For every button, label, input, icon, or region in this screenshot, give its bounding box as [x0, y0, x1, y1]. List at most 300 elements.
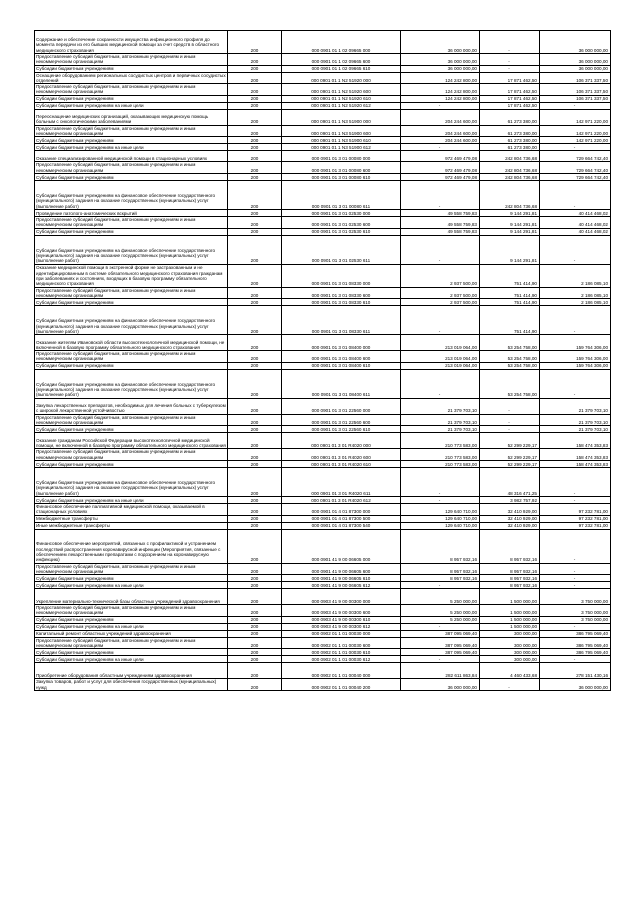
table-row — [35, 235, 611, 264]
row-plan-cell: 49 558 759,83 — [401, 216, 480, 228]
row-name-cell: Субсидии бюджетным учреждениям на финансовое обеспечение государственного (муниципального) задания на оказание государственных (муниципальных) услуг (выполнение работ) — [35, 467, 228, 496]
row-code-cell: 200 — [228, 426, 282, 433]
table-row — [35, 351, 611, 363]
row-kbk-cell: 000 0901 01 3 01 22560 610 — [282, 426, 401, 433]
row-rest-cell: - — [540, 656, 611, 663]
row-plan-cell: 49 558 759,83 — [401, 228, 480, 235]
row-code-cell: 200 — [228, 449, 282, 461]
row-rest-cell: 386 795 069,40 — [540, 630, 611, 637]
table-row — [35, 663, 611, 679]
row-name-cell: Предоставление субсидий бюджетным, автономным учреждениям и иным некоммерческим организациям — [35, 162, 228, 174]
row-rest-cell: 2 186 085,10 — [540, 264, 611, 287]
row-rest-cell: 21 379 703,10 — [540, 414, 611, 426]
row-exec-cell: 61 273 380,00 — [480, 125, 540, 137]
row-kbk-cell: 000 0901 01 3 01 02530 600 — [282, 216, 401, 228]
row-exec-cell: 32 410 929,00 — [480, 515, 540, 522]
row-name-cell: Закупка товаров, работ и услуг для обеспечения государственных (муниципальных) нужд — [35, 679, 228, 691]
row-exec-cell: 300 000,00 — [480, 630, 540, 637]
row-exec-cell: 1 500 000,00 — [480, 616, 540, 623]
row-name-cell: Субсидии бюджетным учреждениям — [35, 575, 228, 582]
row-plan-cell: - — [401, 623, 480, 630]
row-exec-cell: 300 000,00 — [480, 637, 540, 649]
row-name-cell: Предоставление субсидий бюджетным, автономным учреждениям и иным некоммерческим организациям — [35, 414, 228, 426]
row-rest-cell: - — [540, 529, 611, 563]
table-row — [35, 623, 611, 630]
row-rest-cell: 2 186 085,10 — [540, 299, 611, 306]
row-plan-cell: 8 957 932,16 — [401, 563, 480, 575]
table-row — [35, 449, 611, 461]
row-kbk-cell: 000 0901 01 1 N3 51900 600 — [282, 125, 401, 137]
budget-execution-table — [34, 30, 611, 691]
row-exec-cell: 53 254 758,00 — [480, 351, 540, 363]
row-exec-cell: 751 414,90 — [480, 299, 540, 306]
row-plan-cell: 2 937 500,00 — [401, 264, 480, 287]
row-kbk-cell: 000 0901 01 3 01 02530 611 — [282, 235, 401, 264]
row-kbk-cell: 000 0902 01 1 01 00040 000 — [282, 663, 401, 679]
row-code-cell: 200 — [228, 95, 282, 102]
row-rest-cell: 386 795 069,40 — [540, 649, 611, 656]
row-plan-cell: 204 244 600,00 — [401, 137, 480, 144]
row-kbk-cell: 000 0902 01 1 01 00030 600 — [282, 637, 401, 649]
table-row — [35, 228, 611, 235]
row-code-cell: 200 — [228, 209, 282, 216]
row-plan-cell: - — [401, 496, 480, 503]
row-rest-cell: 729 664 742,40 — [540, 162, 611, 174]
table-row — [35, 72, 611, 84]
table-row — [35, 649, 611, 656]
row-exec-cell: 52 299 229,17 — [480, 449, 540, 461]
table-row — [35, 84, 611, 96]
row-name-cell: Закупка лекарственных препаратов, необходимых для лечения больных с туберкулезом с широкой лекарственной устойчивостью — [35, 398, 228, 414]
row-exec-cell: 1 500 000,00 — [480, 605, 540, 617]
row-rest-cell: 158 474 353,83 — [540, 460, 611, 467]
row-plan-cell: - — [401, 144, 480, 151]
row-exec-cell: 300 000,00 — [480, 649, 540, 656]
row-code-cell: 200 — [228, 575, 282, 582]
table-row — [35, 209, 611, 216]
row-name-cell: Субсидии бюджетным учреждениям — [35, 362, 228, 369]
row-name-cell: Финансовое обеспечение мероприятий, связанных с профилактикой и устранением последствий распространения коронавирусной инфекции (Мероприятия, связанные с обеспечением лекарственными препаратами с подозрением на коронавирусную инфекцию) — [35, 529, 228, 563]
row-code-cell: 200 — [228, 125, 282, 137]
row-rest-cell: 97 232 781,00 — [540, 515, 611, 522]
row-rest-cell: 36 000 000,00 — [540, 65, 611, 72]
row-rest-cell: - — [540, 575, 611, 582]
row-plan-cell: 8 957 932,16 — [401, 575, 480, 582]
row-rest-cell: 729 664 742,40 — [540, 151, 611, 162]
row-plan-cell: 124 242 800,00 — [401, 72, 480, 84]
table-row — [35, 582, 611, 589]
row-kbk-cell: 000 0901 01 3 01 00080 611 — [282, 180, 401, 209]
row-code-cell: 200 — [228, 515, 282, 522]
row-exec-cell: 17 871 462,50 — [480, 72, 540, 84]
row-kbk-cell: 000 0901 41 9 00 06605 000 — [282, 529, 401, 563]
row-exec-cell: 9 144 291,81 — [480, 235, 540, 264]
row-name-cell: Оснащение оборудованием региональных сосудистых центров и первичных сосудистых отделений — [36, 72, 226, 83]
row-kbk-cell: 000 0902 01 1 01 00040 200 — [282, 679, 401, 691]
row-kbk-cell: 000 0902 01 1 01 00030 612 — [282, 656, 401, 663]
table-row — [35, 630, 611, 637]
row-kbk-cell: 000 0901 01 3 01 22560 600 — [282, 414, 401, 426]
row-rest-cell: 40 414 468,02 — [540, 216, 611, 228]
row-rest-cell: 159 764 306,00 — [540, 362, 611, 369]
row-rest-cell: - — [540, 235, 611, 264]
row-exec-cell: 48 316 471,25 — [480, 467, 540, 496]
table-row — [35, 137, 611, 144]
row-rest-cell: 159 764 306,00 — [540, 351, 611, 363]
row-plan-cell: 21 379 703,10 — [401, 414, 480, 426]
row-code-cell: 200 — [228, 563, 282, 575]
row-kbk-cell: 000 0901 41 9 00 06605 612 — [282, 582, 401, 589]
row-code-cell: 200 — [228, 109, 282, 125]
row-plan-cell: 129 640 710,00 — [401, 503, 480, 515]
row-plan-cell: 204 244 600,00 — [401, 109, 480, 125]
table-row — [35, 299, 611, 306]
row-kbk-cell: 000 0901 01 1 02 09665 610 — [282, 65, 401, 72]
row-rest-cell: 21 379 703,10 — [540, 398, 611, 414]
row-code-cell: 200 — [228, 264, 282, 287]
row-code-cell: 200 — [228, 306, 282, 335]
row-exec-cell: - — [480, 414, 540, 426]
row-code-cell: 200 — [228, 287, 282, 299]
row-kbk-cell: 000 0903 41 9 00 00300 600 — [282, 605, 401, 617]
row-name-cell: Оказание жителям Ивановской области высокотехнологичной медицинской помощи, не включенной в базовую программу обязательного медицинского страхования — [35, 335, 228, 351]
row-name-cell: Субсидии бюджетным учреждениям на финансовое обеспечение государственного (муниципального) задания на оказание государственных (муниципальных) услуг (выполнение работ) — [35, 369, 228, 398]
row-code-cell: 200 — [228, 623, 282, 630]
row-code-cell: 200 — [228, 433, 282, 449]
table-row — [35, 414, 611, 426]
table-row — [35, 496, 611, 503]
row-plan-cell: 213 019 064,00 — [401, 362, 480, 369]
row-code-cell: 200 — [228, 649, 282, 656]
row-name-cell: Проведение патолого-анатомических вскрытий — [35, 209, 228, 216]
table-row — [35, 306, 611, 335]
table-row — [35, 529, 611, 563]
row-rest-cell: 142 971 220,00 — [540, 125, 611, 137]
row-code-cell: 200 — [228, 414, 282, 426]
row-code-cell: 200 — [228, 84, 282, 96]
row-kbk-cell: 000 0901 01 3 01 08400 000 — [282, 335, 401, 351]
row-name-cell: Субсидии бюджетным учреждениям на финансовое обеспечение государственного (муниципального) задания на оказание государственных (муниципальных) услуг (выполнение работ) — [35, 306, 228, 335]
row-plan-cell: - — [401, 102, 480, 109]
row-name-cell: Субсидии бюджетным учреждениям — [35, 616, 228, 623]
row-plan-cell: 129 640 710,00 — [401, 515, 480, 522]
table-row — [35, 369, 611, 398]
row-name-cell: Переоснащение медицинских организаций, оказывающих медицинскую помощь больным с онкологическими заболеваниями — [35, 109, 228, 125]
row-exec-cell: 52 299 229,17 — [480, 433, 540, 449]
row-name-cell: Капитальный ремонт областных учреждений здравоохранения — [35, 630, 228, 637]
row-exec-cell: 751 414,90 — [480, 306, 540, 335]
row-rest-cell: - — [540, 180, 611, 209]
row-kbk-cell: 000 0901 01 3 01 08400 600 — [282, 351, 401, 363]
row-kbk-cell: 000 0901 01 1 N3 51900 612 — [282, 144, 401, 151]
row-kbk-cell: 000 0901 01 4 01 87300 500 — [282, 515, 401, 522]
row-code-cell: 200 — [228, 616, 282, 623]
row-plan-cell: 36 000 000,00 — [401, 679, 480, 691]
table-row — [35, 637, 611, 649]
table-row — [35, 264, 611, 287]
table-row — [35, 426, 611, 433]
table-row — [35, 522, 611, 529]
row-plan-cell: 210 773 583,00 — [401, 460, 480, 467]
row-exec-cell: 53 254 758,00 — [480, 362, 540, 369]
row-exec-cell: 8 957 932,16 — [480, 575, 540, 582]
row-name-cell: Иные межбюджетные трансферты — [35, 522, 228, 529]
row-name-cell: Предоставление субсидий бюджетным, автономным учреждениям и иным некоммерческим организациям — [35, 54, 228, 66]
row-rest-cell: 158 474 353,83 — [540, 433, 611, 449]
row-code-cell: 200 — [228, 335, 282, 351]
row-kbk-cell: 000 0903 41 9 00 00300 612 — [282, 623, 401, 630]
row-exec-cell: 61 273 380,00 — [480, 144, 540, 151]
row-kbk-cell: 000 0901 01 3 01 02530 610 — [282, 228, 401, 235]
row-exec-cell: - — [480, 31, 540, 54]
row-kbk-cell: 000 0902 01 1 01 00030 000 — [282, 630, 401, 637]
row-exec-cell: 8 957 932,16 — [480, 529, 540, 563]
row-plan-cell: 49 558 759,83 — [401, 209, 480, 216]
row-plan-cell: - — [401, 582, 480, 589]
row-name-cell: Субсидии бюджетным учреждениям на иные цели — [35, 582, 228, 589]
row-name-cell: Предоставление субсидий бюджетным, автономным учреждениям и иным некоммерческим организациям — [35, 563, 228, 575]
row-exec-cell: 242 804 736,68 — [480, 162, 540, 174]
row-kbk-cell: 000 0901 01 3 01 R4020 611 — [282, 467, 401, 496]
row-name-cell: Предоставление субсидий бюджетным, автономным учреждениям и иным некоммерческим организациям — [35, 125, 228, 137]
row-code-cell: 200 — [228, 65, 282, 72]
row-exec-cell: 9 144 291,81 — [480, 209, 540, 216]
row-code-cell: 200 — [228, 216, 282, 228]
row-kbk-cell: 000 0902 01 1 01 00030 610 — [282, 649, 401, 656]
row-code-cell: 200 — [228, 351, 282, 363]
row-plan-cell: - — [401, 656, 480, 663]
row-exec-cell: 1 500 000,00 — [480, 623, 540, 630]
row-plan-cell: 972 469 479,08 — [401, 151, 480, 162]
row-exec-cell: 242 804 736,68 — [480, 180, 540, 209]
table-row — [35, 515, 611, 522]
row-name-cell: Субсидии бюджетным учреждениям — [35, 65, 228, 72]
row-plan-cell: 204 244 600,00 — [401, 125, 480, 137]
row-exec-cell: - — [480, 398, 540, 414]
row-plan-cell: 36 000 000,00 — [401, 54, 480, 66]
row-rest-cell: 278 151 430,16 — [540, 663, 611, 679]
row-name-cell: Оказание гражданам Российской Федерации высокотехнологичной медицинской помощи, не включенной в базовую программу обязательного медицинского страхования — [35, 433, 228, 449]
table-row — [35, 109, 611, 125]
row-name-cell: Субсидии бюджетным учреждениям на иные цели — [35, 623, 228, 630]
table-row — [35, 679, 611, 691]
row-exec-cell: - — [480, 65, 540, 72]
table-row — [35, 503, 611, 515]
row-code-cell: 200 — [228, 630, 282, 637]
row-exec-cell: 8 957 932,16 — [480, 563, 540, 575]
row-kbk-cell: 000 0901 01 3 01 00080 610 — [282, 173, 401, 180]
row-plan-cell: 5 250 000,00 — [401, 616, 480, 623]
row-name-cell: Предоставление субсидий бюджетным, автономным учреждениям и иным некоммерческим организациям — [35, 287, 228, 299]
table-row — [35, 180, 611, 209]
row-code-cell: 200 — [228, 54, 282, 66]
row-code-cell: 200 — [228, 228, 282, 235]
table-row — [35, 467, 611, 496]
row-kbk-cell: 000 0901 41 9 00 06605 610 — [282, 575, 401, 582]
row-plan-cell: - — [401, 369, 480, 398]
row-rest-cell: 142 971 220,00 — [540, 137, 611, 144]
row-code-cell: 200 — [228, 529, 282, 563]
row-exec-cell: - — [480, 426, 540, 433]
row-name-cell: Предоставление субсидий бюджетным, автономным учреждениям и иным некоммерческим организациям — [35, 605, 228, 617]
row-kbk-cell: 000 0901 01 3 01 08400 611 — [282, 369, 401, 398]
row-rest-cell: 158 474 353,83 — [540, 449, 611, 461]
row-name-cell: Субсидии бюджетным учреждениям на иные цели — [35, 102, 228, 109]
row-rest-cell: - — [540, 582, 611, 589]
row-name-cell: Субсидии бюджетным учреждениям — [35, 649, 228, 656]
table-row — [35, 605, 611, 617]
row-code-cell: 200 — [228, 496, 282, 503]
row-plan-cell: 5 250 000,00 — [401, 605, 480, 617]
row-code-cell: 200 — [228, 173, 282, 180]
row-exec-cell: 242 804 736,68 — [480, 173, 540, 180]
row-kbk-cell: 000 0901 01 4 01 87300 540 — [282, 522, 401, 529]
row-rest-cell: 21 379 703,10 — [540, 426, 611, 433]
row-code-cell: 200 — [228, 522, 282, 529]
row-exec-cell: 52 299 229,17 — [480, 460, 540, 467]
row-exec-cell: 61 273 380,00 — [480, 109, 540, 125]
row-exec-cell: 9 144 291,81 — [480, 228, 540, 235]
row-kbk-cell: 000 0901 41 9 00 06605 600 — [282, 563, 401, 575]
table-row — [35, 563, 611, 575]
row-kbk-cell: 000 0901 01 3 01 08330 611 — [282, 306, 401, 335]
row-plan-cell: 36 000 000,00 — [401, 31, 480, 54]
row-plan-cell: - — [401, 180, 480, 209]
row-exec-cell: 3 982 757,92 — [480, 496, 540, 503]
row-code-cell: 200 — [228, 299, 282, 306]
row-code-cell: 200 — [228, 102, 282, 109]
row-kbk-cell: 000 0901 01 1 02 09665 000 — [282, 31, 401, 54]
row-plan-cell: 210 773 583,00 — [401, 433, 480, 449]
row-name-cell: Оказание медицинской помощи в экстренной форме не застрахованным и не идентифицированным в системе обязательного медицинского страхования гражданам при заболеваниях и состояниях, входящих в базовую программу обязательного медицинского страхования — [35, 264, 228, 287]
row-name-cell: Субсидии бюджетным учреждениям — [35, 460, 228, 467]
row-name-cell: Межбюджетные трансферты — [35, 515, 228, 522]
row-exec-cell: 751 414,90 — [480, 287, 540, 299]
row-exec-cell: 1 500 000,00 — [480, 589, 540, 605]
row-kbk-cell: 000 0901 01 3 01 R4020 600 — [282, 449, 401, 461]
row-name-cell: Финансовое обеспечение паллиативной медицинской помощи, оказываемой в стационарных условиях — [35, 503, 228, 515]
row-kbk-cell: 000 0901 01 1 N2 51920 600 — [282, 84, 401, 96]
row-rest-cell: 142 971 220,00 — [540, 109, 611, 125]
row-rest-cell: 97 232 781,00 — [540, 503, 611, 515]
row-plan-cell: 282 611 863,84 — [401, 663, 480, 679]
row-exec-cell: 17 871 462,50 — [480, 84, 540, 96]
row-kbk-cell: 000 0901 01 1 N3 51900 610 — [282, 137, 401, 144]
row-name-cell: Укрепление материально-технической базы областных учреждений здравоохранения — [35, 589, 228, 605]
row-plan-cell: 8 957 932,16 — [401, 529, 480, 563]
table-row — [35, 616, 611, 623]
row-kbk-cell: 000 0901 01 3 01 00080 000 — [282, 151, 401, 162]
row-kbk-cell: 000 0901 01 1 N2 51920 000 — [282, 72, 401, 84]
row-name-cell: Субсидии бюджетным учреждениям на финансовое обеспечение государственного (муниципального) задания на оказание государственных (муниципальных) услуг (выполнение работ) — [35, 180, 228, 209]
row-kbk-cell: 000 0901 01 3 01 08330 600 — [282, 287, 401, 299]
row-code-cell: 200 — [228, 637, 282, 649]
row-plan-cell: 2 937 500,00 — [401, 287, 480, 299]
row-exec-cell: 53 254 758,00 — [480, 369, 540, 398]
row-rest-cell: 3 750 000,00 — [540, 589, 611, 605]
table-row — [35, 335, 611, 351]
row-exec-cell: 4 460 433,68 — [480, 663, 540, 679]
row-rest-cell: 159 764 306,00 — [540, 335, 611, 351]
row-kbk-cell: 000 0901 01 3 01 08330 610 — [282, 299, 401, 306]
row-name-cell: Субсидии бюджетным учреждениям — [35, 137, 228, 144]
row-plan-cell: 387 095 069,40 — [401, 637, 480, 649]
row-code-cell: 200 — [228, 235, 282, 264]
row-plan-cell: 5 250 000,00 — [401, 589, 480, 605]
row-rest-cell: - — [540, 369, 611, 398]
table-row — [35, 162, 611, 174]
row-code-cell: 200 — [228, 398, 282, 414]
row-name-cell: Субсидии бюджетным учреждениям — [35, 426, 228, 433]
row-rest-cell: - — [540, 306, 611, 335]
table-row — [35, 173, 611, 180]
row-kbk-cell: 000 0901 01 3 01 00080 600 — [282, 162, 401, 174]
row-name-cell: Субсидии бюджетным учреждениям — [35, 299, 228, 306]
row-rest-cell: - — [540, 144, 611, 151]
row-rest-cell: - — [540, 467, 611, 496]
row-code-cell: 200 — [228, 679, 282, 691]
row-kbk-cell: 000 0901 01 3 01 22560 000 — [282, 398, 401, 414]
row-exec-cell: 32 410 929,00 — [480, 503, 540, 515]
row-exec-cell: 751 414,90 — [480, 264, 540, 287]
row-name-cell: Предоставление субсидий бюджетным, автономным учреждениям и иным некоммерческим организациям — [35, 351, 228, 363]
row-code-cell: 200 — [228, 180, 282, 209]
row-plan-cell: 213 019 064,00 — [401, 335, 480, 351]
row-rest-cell: - — [540, 496, 611, 503]
row-rest-cell: 40 414 468,02 — [540, 228, 611, 235]
row-code-cell: 200 — [228, 467, 282, 496]
row-kbk-cell: 000 0901 01 1 N3 51900 000 — [282, 109, 401, 125]
row-rest-cell: 106 371 337,50 — [540, 72, 611, 84]
row-rest-cell: 40 414 468,02 — [540, 209, 611, 216]
row-kbk-cell: 000 0901 01 3 01 02530 000 — [282, 209, 401, 216]
row-code-cell: 200 — [228, 605, 282, 617]
row-kbk-cell: 000 0901 01 1 N2 51920 610 — [282, 95, 401, 102]
row-rest-cell: 36 000 000,00 — [540, 31, 611, 54]
budget-execution-table-sheet — [34, 30, 610, 691]
row-code-cell: 200 — [228, 503, 282, 515]
row-plan-cell: 124 242 800,00 — [401, 95, 480, 102]
row-rest-cell: 729 664 742,40 — [540, 173, 611, 180]
row-exec-cell: 8 957 932,16 — [480, 582, 540, 589]
row-rest-cell: 97 232 781,00 — [540, 522, 611, 529]
row-rest-cell: 106 371 337,50 — [540, 84, 611, 96]
row-rest-cell: 36 000 000,00 — [540, 679, 611, 691]
row-kbk-cell: 000 0901 01 1 02 09665 600 — [282, 54, 401, 66]
row-code-cell: 200 — [228, 151, 282, 162]
table-row — [35, 287, 611, 299]
row-code-cell: 200 — [228, 582, 282, 589]
row-plan-cell: - — [401, 467, 480, 496]
row-name-cell: Субсидии бюджетным учреждениям — [35, 95, 228, 102]
row-code-cell: 200 — [228, 369, 282, 398]
row-plan-cell: 210 773 583,00 — [401, 449, 480, 461]
row-rest-cell: 3 750 000,00 — [540, 605, 611, 617]
row-kbk-cell: 000 0901 01 3 01 R4020 610 — [282, 460, 401, 467]
row-rest-cell: - — [540, 563, 611, 575]
row-name-cell: Предоставление субсидий бюджетным, автономным учреждениям и иным некоммерческим организациям — [35, 84, 228, 96]
row-name-cell: Субсидии бюджетным учреждениям — [35, 228, 228, 235]
row-code-cell: 200 — [228, 137, 282, 144]
table-row — [35, 102, 611, 109]
table-row — [35, 54, 611, 66]
row-exec-cell: 32 410 929,00 — [480, 522, 540, 529]
row-plan-cell: - — [401, 235, 480, 264]
row-plan-cell: 972 469 479,08 — [401, 162, 480, 174]
row-exec-cell: 61 273 380,00 — [480, 137, 540, 144]
row-name-cell: Оказание специализированной медицинской помощи в стационарных условиях — [35, 151, 228, 162]
row-plan-cell: 2 937 500,00 — [401, 299, 480, 306]
